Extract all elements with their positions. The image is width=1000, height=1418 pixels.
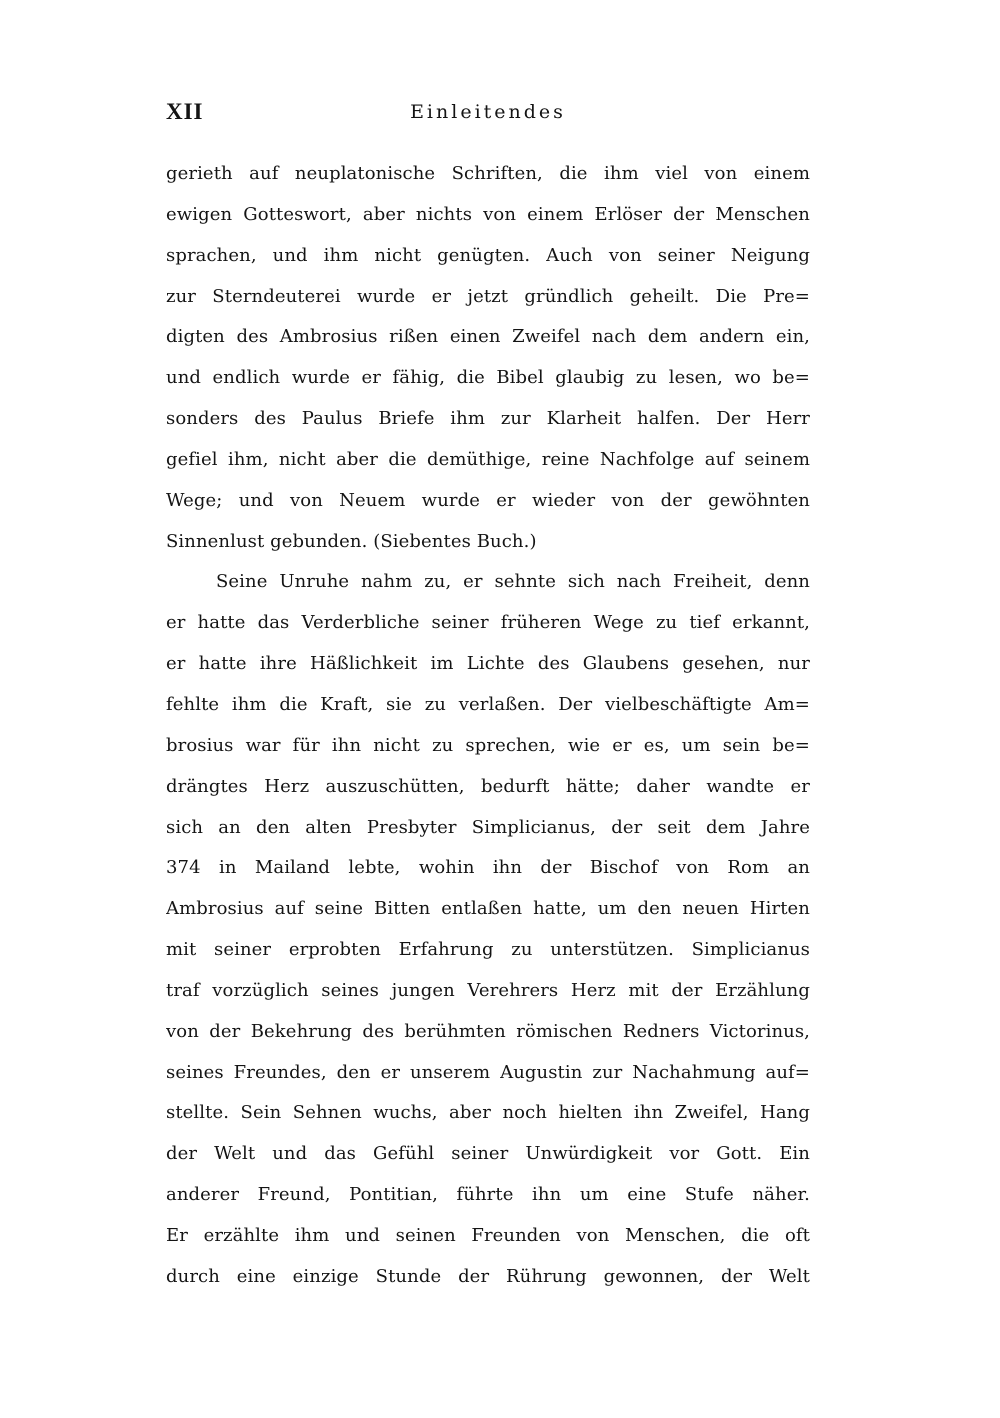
- text-line: der Welt und das Gefühl seiner Unwürdigkeit vor Gott. Ein: [166, 1143, 810, 1165]
- text-line: und endlich wurde er fähig, die Bibel glaubig zu lesen, wo be=: [166, 367, 810, 389]
- text-line: von der Bekehrung des berühmten römischen Redners Victorinus,: [166, 1020, 810, 1042]
- text-line: drängtes Herz auszuschütten, bedurft hätte; daher wandte er: [166, 775, 810, 797]
- text-line: Er erzählte ihm und seinen Freunden von Menschen, die oft: [166, 1224, 810, 1246]
- text-line: traf vorzüglich seines jungen Verehrers Herz mit der Erzählung: [166, 979, 810, 1001]
- text-line: er hatte ihre Häßlichkeit im Lichte des Glaubens gesehen, nur: [166, 653, 810, 675]
- page-header: [166, 96, 810, 128]
- page-number: XII: [166, 99, 204, 124]
- text-line: 374 in Mailand lebte, wohin ihn der Bischof von Rom an: [166, 857, 810, 879]
- text-line: mit seiner erprobten Erfahrung zu unterstützen. Simplicianus: [166, 939, 810, 961]
- text-line: anderer Freund, Pontitian, führte ihn um eine Stufe näher.: [166, 1184, 810, 1206]
- text-line: ewigen Gotteswort, aber nichts von einem Erlöser der Menschen: [166, 203, 810, 225]
- running-head: Einleitendes: [410, 101, 566, 123]
- text-line: Wege; und von Neuem wurde er wieder von der gewöhnten: [166, 489, 810, 511]
- text-line: gefiel ihm, nicht aber die demüthige, reine Nachfolge auf seinem: [166, 448, 810, 470]
- text-line: Ambrosius auf seine Bitten entlaßen hatte, um den neuen Hirten: [166, 898, 810, 920]
- text-line: sonders des Paulus Briefe ihm zur Klarheit halfen. Der Herr: [166, 408, 810, 430]
- text-line: zur Sterndeuterei wurde er jetzt gründlich geheilt. Die Pre=: [166, 285, 810, 307]
- body-text: [166, 154, 810, 1298]
- text-line: seines Freundes, den er unserem Augustin zur Nachahmung auf=: [166, 1061, 810, 1083]
- text-line: digten des Ambrosius rißen einen Zweifel nach dem andern ein,: [166, 326, 810, 348]
- text-line: sprachen, und ihm nicht genügten. Auch von seiner Neigung: [166, 244, 810, 266]
- text-line: durch eine einzige Stunde der Rührung gewonnen, der Welt: [166, 1265, 810, 1287]
- text-line: Seine Unruhe nahm zu, er sehnte sich nach Freiheit, denn: [216, 571, 810, 593]
- text-line: gerieth auf neuplatonische Schriften, die ihm viel von einem: [166, 163, 810, 184]
- paragraph-2: [166, 562, 810, 1297]
- text-line: sich an den alten Presbyter Simplicianus, der seit dem Jahre: [166, 816, 810, 838]
- text-line: stellte. Sein Sehnen wuchs, aber noch hielten ihn Zweifel, Hang: [166, 1102, 810, 1124]
- paragraph-1: [166, 154, 810, 562]
- text-line: Sinnenlust gebunden. (Siebentes Buch.): [166, 530, 537, 552]
- text-line: brosius war für ihn nicht zu sprechen, wie er es, um sein be=: [166, 734, 810, 756]
- text-line: er hatte das Verderbliche seiner früheren Wege zu tief erkannt,: [166, 612, 810, 634]
- text-line: fehlte ihm die Kraft, sie zu verlaßen. Der vielbeschäftigte Am=: [166, 693, 810, 715]
